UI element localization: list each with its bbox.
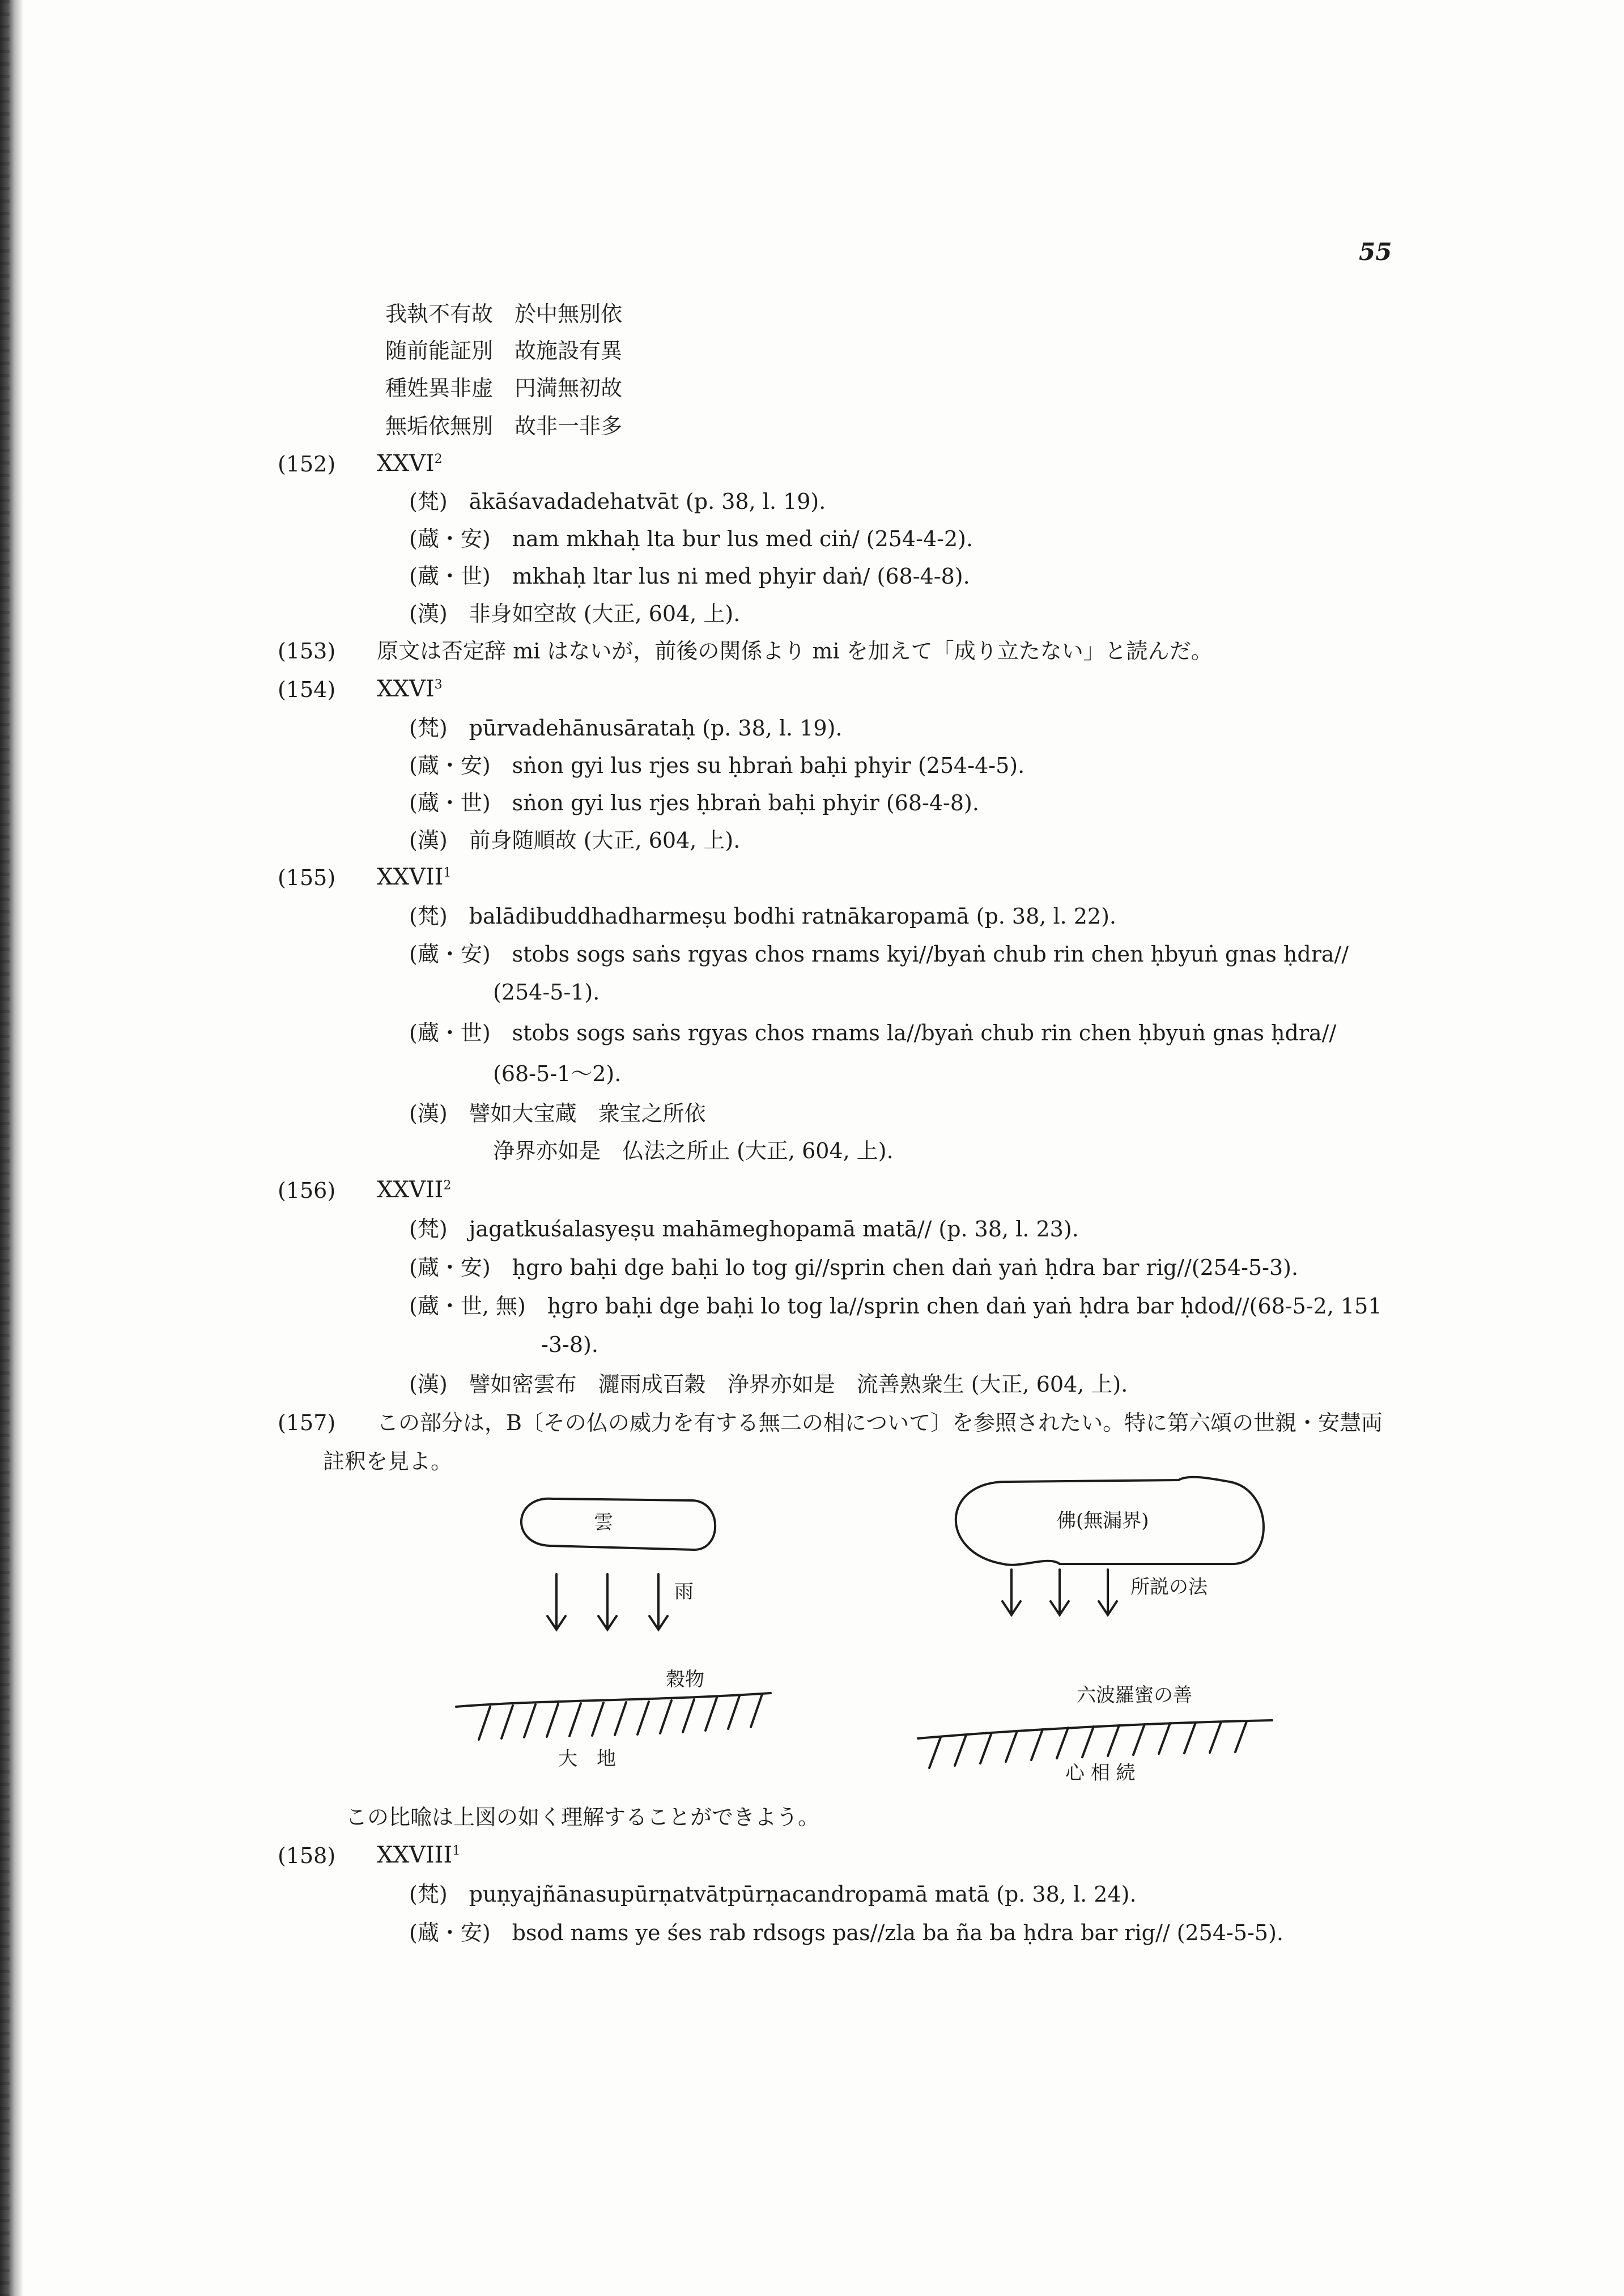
label-teaching: 所説の法 <box>1130 1576 1208 1598</box>
note-line: (蔵・安) nam mkhaḥ lta bur lus med ciṅ/ (254-4-2). <box>409 526 973 551</box>
note-text: この比喩は上図の如く理解することができよう。 <box>346 1805 820 1830</box>
cloud-left-shape <box>521 1499 715 1550</box>
note-text-cont: 註釈を見よ。 <box>323 1449 453 1474</box>
verse-line: 無垢依無別 故非一非多 <box>385 414 623 439</box>
note-line-cont: (254-5-1). <box>493 980 600 1005</box>
page-number: 55 <box>1359 238 1392 266</box>
label-mind: 心 相 続 <box>1065 1762 1136 1784</box>
note-number: (158) <box>278 1843 336 1868</box>
note-line: (蔵・安) sṅon gyi lus rjes su ḥbraṅ baḥi phyir (254-4-5). <box>409 753 1025 778</box>
note-line: (梵) balādibuddhadharmeṣu bodhi ratnākaropamā (p. 38, l. 22). <box>409 904 1117 929</box>
note-text: 原文は否定辞 mi はないが，前後の関係より mi を加えて「成り立たない」と読んだ。 <box>377 639 1213 664</box>
note-number: (154) <box>278 677 336 702</box>
note-ref-numeral: XXVII <box>377 864 444 890</box>
note-line: (梵) jagatkuśalasyeṣu mahāmeghopamā matā// (p. 38, l. 23). <box>409 1217 1079 1241</box>
note-ref-sup: 1 <box>452 1844 461 1858</box>
note-line: (蔵・世) mkhaḥ ltar lus ni med phyir daṅ/ (68-4-8). <box>409 564 970 589</box>
note-ref-sup: 2 <box>434 452 443 466</box>
note-line: (梵) puṇyajñānasupūrṇatvātpūrṇacandropamā matā (p. 38, l. 24). <box>409 1882 1137 1907</box>
note-ref <box>377 1844 460 1866</box>
label-crops: 穀物 <box>666 1668 704 1691</box>
note-line: (蔵・世) sṅon gyi lus rjes ḥbraṅ baḥi phyir (68-4-8). <box>409 790 979 815</box>
verse-line: 随前能証別 故施設有異 <box>385 338 623 363</box>
label-virtue: 六波羅蜜の善 <box>1077 1684 1192 1707</box>
earth-line-left <box>456 1693 771 1707</box>
note-number: (157) <box>278 1410 336 1435</box>
note-line-cont: 浄界亦如是 仏法之所止 (大正, 604, 上). <box>493 1138 894 1163</box>
note-line: (漢) 譬如大宝蔵 衆宝之所依 <box>409 1101 706 1126</box>
note-line: (蔵・安) bsod nams ye śes rab rdsogs pas//zla ba ña ba ḥdra bar rig// (254-5-5). <box>409 1920 1283 1945</box>
label-rain: 雨 <box>674 1580 694 1603</box>
note-number: (155) <box>278 865 336 890</box>
verse-line: 種姓異非虚 円満無初故 <box>385 376 623 401</box>
note-line: (蔵・安) stobs sogs saṅs rgyas chos rnams kyi//byaṅ chub rin chen ḥbyuṅ gnas ḥdra// <box>409 942 1349 967</box>
note-ref-numeral: XXVI <box>377 676 435 702</box>
note-line: (蔵・世, 無) ḥgro baḥi dge baḥi lo tog la//sprin chen daṅ yaṅ ḥdra bar ḥdod//(68-5-2, 151 <box>409 1294 1382 1319</box>
note-number: (152) <box>278 452 336 477</box>
note-ref-sup: 1 <box>443 866 452 880</box>
earth-hatching-right <box>929 1721 1247 1768</box>
note-line: (漢) 前身随順故 (大正, 604, 上). <box>409 828 741 853</box>
note-line: (漢) 非身如空故 (大正, 604, 上). <box>409 601 741 626</box>
note-number: (156) <box>278 1178 336 1203</box>
note-line: (蔵・世) stobs sogs saṅs rgyas chos rnams la//byaṅ chub rin chen ḥbyuṅ gnas ḥdra// <box>409 1021 1337 1045</box>
note-text: この部分は，B〔その仏の威力を有する無二の相について〕を参照されたい。特に第六頌の世親・安慧両 <box>377 1410 1383 1435</box>
note-line-cont: -3-8). <box>541 1332 598 1357</box>
note-ref-numeral: XXVI <box>377 450 435 477</box>
earth-hatching-left <box>479 1694 762 1740</box>
label-earth: 大 地 <box>558 1747 616 1770</box>
note-line: (梵) ākāśavadadehatvāt (p. 38, l. 19). <box>409 489 826 514</box>
note-number: (153) <box>278 639 336 664</box>
note-ref-sup: 2 <box>443 1179 452 1193</box>
note-line: (梵) pūrvadehānusārataḥ (p. 38, l. 19). <box>409 716 843 741</box>
note-line-cont: (68-5-1〜2). <box>493 1061 622 1086</box>
note-ref-numeral: XXVIII <box>377 1842 453 1868</box>
note-ref-numeral: XXVII <box>377 1177 444 1203</box>
label-cloud: 雲 <box>594 1511 613 1534</box>
note-line: (蔵・安) ḥgro baḥi dge baḥi lo tog gi//sprin chen daṅ yaṅ ḥdra bar rig//(254-5-3). <box>409 1255 1299 1280</box>
note-ref-sup: 3 <box>434 678 443 692</box>
verse-line: 我執不有故 於中無別依 <box>385 301 623 326</box>
label-buddha: 佛(無漏界) <box>1057 1510 1149 1532</box>
note-line: (漢) 譬如密雲布 灑雨成百穀 浄界亦如是 流善熟衆生 (大正, 604, 上). <box>409 1372 1128 1397</box>
